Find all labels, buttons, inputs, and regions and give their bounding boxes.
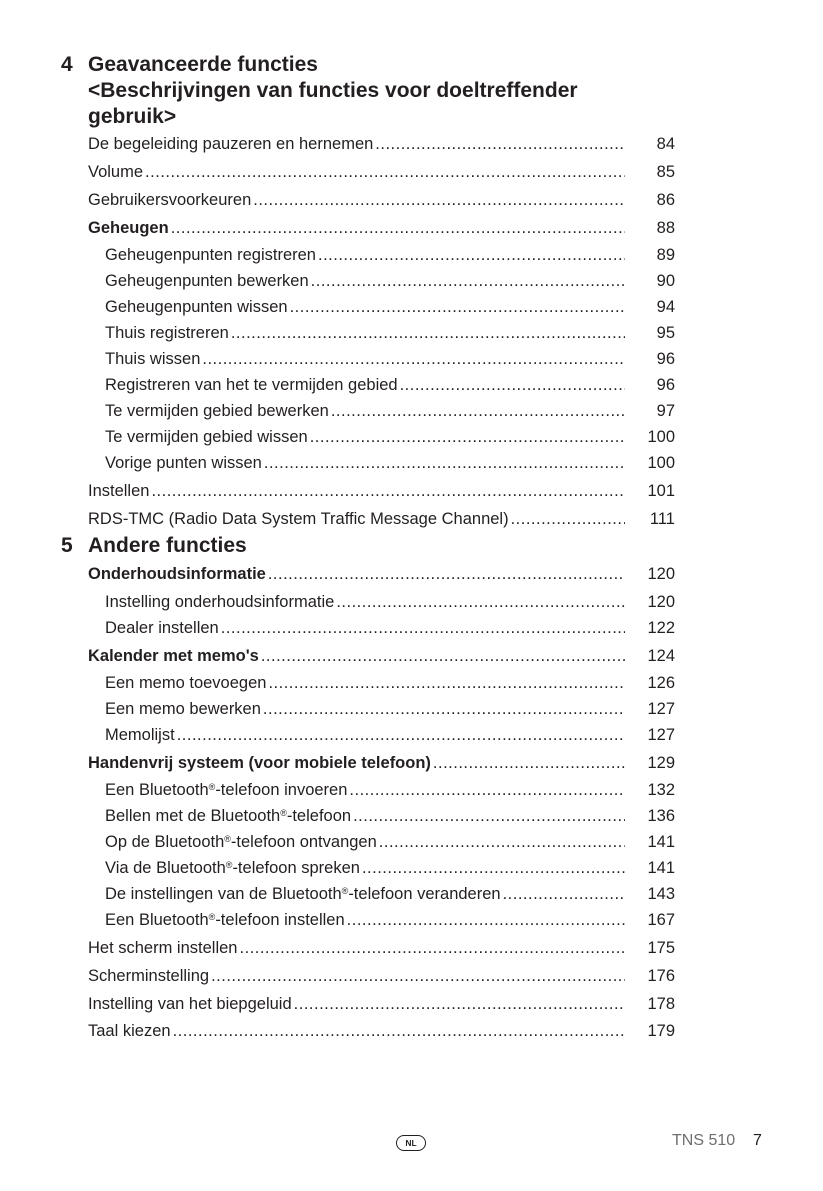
toc-entry-label-wrap: [88, 752, 625, 774]
dot-leader: [336, 591, 625, 613]
toc-entry-page: 167: [647, 911, 675, 929]
registered-mark: ®: [280, 808, 287, 818]
dot-leader: [231, 322, 625, 344]
toc-entry[interactable]: [0, 993, 823, 1015]
toc-entry-label-wrap: [88, 133, 625, 155]
toc-entry-label-wrap: [105, 724, 625, 746]
toc-entry[interactable]: [0, 348, 823, 370]
toc-entry-label: Via de Bluetooth®-telefoon spreken: [105, 859, 360, 877]
chapter-title: <Beschrijvingen van functies voor doeltreffender: [88, 79, 578, 102]
toc-entry-label: Te vermijden gebied bewerken: [105, 402, 329, 420]
toc-entry[interactable]: [0, 645, 823, 667]
toc-entry-page: 120: [647, 565, 675, 583]
toc-entry-page: 96: [656, 350, 675, 368]
toc-entry-label: Registreren van het te vermijden gebied: [105, 376, 398, 394]
toc-entry[interactable]: [0, 217, 823, 239]
toc-entry-label: Memolijst: [105, 726, 175, 744]
toc-entry[interactable]: [0, 452, 823, 474]
toc-entry[interactable]: [0, 752, 823, 774]
toc-entry-label-wrap: [105, 374, 625, 396]
toc-entry-page: 85: [656, 163, 675, 181]
page-number: 7: [753, 1132, 762, 1149]
dot-leader: [433, 752, 625, 774]
toc-entry-page: 178: [647, 995, 675, 1013]
toc-entry-label-wrap: [105, 591, 625, 613]
toc-entry-page: 94: [656, 298, 675, 316]
toc-entry-page: 124: [647, 647, 675, 665]
toc-entry-page: 95: [656, 324, 675, 342]
dot-leader: [347, 909, 625, 931]
toc-entry-page: 176: [647, 967, 675, 985]
toc-entry[interactable]: [0, 1020, 823, 1042]
toc-entry-page: 132: [647, 781, 675, 799]
toc-entry-label-wrap: [105, 426, 625, 448]
toc-entry-label: Het scherm instellen: [88, 939, 238, 957]
toc-entry-label: Gebruikersvoorkeuren: [88, 191, 252, 209]
chapter-title: Geavanceerde functies: [88, 53, 318, 76]
toc-entry-label-wrap: [88, 480, 625, 502]
toc-entry-page: 100: [647, 454, 675, 472]
toc-entry-label-wrap: [105, 244, 625, 266]
dot-leader: [349, 779, 625, 801]
toc-entry-page: 101: [647, 482, 675, 500]
dot-leader: [511, 508, 625, 530]
registered-mark: ®: [225, 860, 233, 870]
toc-entry-label-wrap: [105, 270, 625, 292]
toc-entry-label: Onderhoudsinformatie: [88, 565, 266, 583]
dot-leader: [310, 426, 625, 448]
toc-entry-label-wrap: [88, 217, 625, 239]
toc-entry-page: 97: [656, 402, 675, 420]
dot-leader: [311, 270, 625, 292]
toc-entry-label-wrap: [88, 161, 625, 183]
toc-entry-label-wrap: [88, 937, 625, 959]
language-badge: NL: [396, 1135, 426, 1151]
toc-entry-page: 127: [647, 700, 675, 718]
toc-entry-label-wrap: [88, 508, 625, 530]
toc-entry-label: Kalender met memo's: [88, 647, 259, 665]
toc-entry-label: Handenvrij systeem (voor mobiele telefoon): [88, 754, 431, 772]
dot-leader: [173, 1020, 625, 1042]
toc-entry-label: De instellingen van de Bluetooth®-telefoon veranderen: [105, 885, 501, 903]
toc-entry[interactable]: [0, 563, 823, 585]
toc-entry-label-wrap: [88, 965, 625, 987]
toc-entry-page: 179: [647, 1022, 675, 1040]
toc-entry-label: Instelling onderhoudsinformatie: [105, 593, 335, 611]
toc-entry-label: Een memo toevoegen: [105, 674, 267, 692]
toc-entry-page: 88: [656, 219, 675, 237]
dot-leader: [379, 831, 625, 853]
toc-entry-page: 120: [647, 593, 675, 611]
toc-entry[interactable]: [0, 133, 823, 155]
dot-leader: [211, 965, 625, 987]
toc-entry[interactable]: [0, 189, 823, 211]
dot-leader: [151, 480, 625, 502]
toc-entry-label: Geheugenpunten registreren: [105, 246, 316, 264]
dot-leader: [503, 883, 625, 905]
toc-entry-page: 89: [656, 246, 675, 264]
toc-entry[interactable]: [0, 857, 823, 879]
toc-entry-label: Dealer instellen: [105, 619, 219, 637]
toc-entry-label: Geheugenpunten bewerken: [105, 272, 309, 290]
dot-leader: [221, 617, 625, 639]
toc-entry[interactable]: [0, 831, 823, 853]
toc-entry-label: Te vermijden gebied wissen: [105, 428, 308, 446]
toc-entry[interactable]: [0, 965, 823, 987]
toc-entry-label: Een memo bewerken: [105, 700, 261, 718]
toc-entry-label: Thuis wissen: [105, 350, 201, 368]
toc-entry[interactable]: [0, 779, 823, 801]
toc-entry-label-wrap: [105, 322, 625, 344]
toc-entry[interactable]: [0, 672, 823, 694]
toc-entry-label: Bellen met de Bluetooth®-telefoon: [105, 807, 352, 825]
registered-mark: ®: [224, 834, 231, 844]
dot-leader: [290, 296, 625, 318]
toc-entry-label: Op de Bluetooth®-telefoon ontvangen: [105, 833, 377, 851]
dot-leader: [353, 805, 625, 827]
toc-entry-label: Geheugen: [88, 219, 169, 237]
toc-entry[interactable]: [0, 883, 823, 905]
toc-entry-label-wrap: [88, 1020, 625, 1042]
toc-entry[interactable]: [0, 480, 823, 502]
toc-entry-label: Vorige punten wissen: [105, 454, 262, 472]
toc-entry[interactable]: [0, 591, 823, 613]
toc-entry-label-wrap: [88, 563, 625, 585]
dot-leader: [375, 133, 625, 155]
toc-entry-label-wrap: [105, 857, 625, 879]
chapter-number: 5: [61, 534, 73, 557]
dot-leader: [400, 374, 625, 396]
dot-leader: [177, 724, 625, 746]
toc-entry-page: 141: [647, 833, 675, 851]
toc-entry-page: 126: [647, 674, 675, 692]
toc-entry-page: 84: [656, 135, 675, 153]
toc-entry-page: 129: [647, 754, 675, 772]
toc-entry[interactable]: [0, 296, 823, 318]
toc-entry[interactable]: [0, 909, 823, 931]
toc-entry-page: 111: [649, 510, 675, 528]
toc-entry-label: Een Bluetooth®-telefoon invoeren: [105, 781, 348, 799]
toc-entry[interactable]: [0, 724, 823, 746]
registered-mark: ®: [208, 782, 216, 792]
toc-entry-label-wrap: [88, 189, 625, 211]
toc-entry[interactable]: [0, 374, 823, 396]
toc-entry[interactable]: [0, 698, 823, 720]
toc-entry-label: RDS-TMC (Radio Data System Traffic Message Channel): [88, 510, 509, 528]
toc-entry-label: Thuis registreren: [105, 324, 229, 342]
toc-entry-label-wrap: [105, 452, 625, 474]
toc-entry-label: De begeleiding pauzeren en hernemen: [88, 135, 374, 153]
dot-leader: [263, 698, 625, 720]
dot-leader: [264, 452, 625, 474]
toc-entry[interactable]: [0, 805, 823, 827]
dot-leader: [294, 993, 625, 1015]
toc-entry-page: 90: [656, 272, 675, 290]
chapter-title: gebruik>: [88, 105, 177, 128]
toc-entry-label-wrap: [105, 617, 625, 639]
toc-entry[interactable]: [0, 244, 823, 266]
toc-entry-label: Een Bluetooth®-telefoon instellen: [105, 911, 345, 929]
dot-leader: [268, 672, 625, 694]
registered-mark: ®: [208, 912, 216, 922]
dot-leader: [362, 857, 625, 879]
dot-leader: [239, 937, 625, 959]
dot-leader: [261, 645, 625, 667]
toc-entry-label-wrap: [105, 909, 625, 931]
toc-entry-label-wrap: [105, 831, 625, 853]
toc-entry-page: 175: [647, 939, 675, 957]
toc-entry-page: 122: [647, 619, 675, 637]
dot-leader: [145, 161, 625, 183]
toc-entry[interactable]: [0, 161, 823, 183]
toc-entry[interactable]: [0, 937, 823, 959]
model-name: TNS 510: [672, 1132, 736, 1149]
registered-mark: ®: [341, 886, 349, 896]
dot-leader: [202, 348, 625, 370]
toc-entry[interactable]: [0, 322, 823, 344]
toc-entry-label: Instellen: [88, 482, 150, 500]
toc-entry[interactable]: [0, 617, 823, 639]
toc-entry-label-wrap: [105, 348, 625, 370]
dot-leader: [318, 244, 625, 266]
toc-entry[interactable]: [0, 400, 823, 422]
toc-entry-page: 136: [647, 807, 675, 825]
chapter-title: Andere functies: [88, 534, 247, 557]
toc-entry[interactable]: [0, 426, 823, 448]
toc-entry[interactable]: [0, 508, 823, 530]
toc-entry-label: Taal kiezen: [88, 1022, 171, 1040]
toc-entry-page: 141: [647, 859, 675, 877]
toc-entry[interactable]: [0, 270, 823, 292]
toc-entry-label-wrap: [105, 296, 625, 318]
toc-entry-label: Volume: [88, 163, 144, 181]
dot-leader: [331, 400, 625, 422]
toc-entry-label-wrap: [105, 883, 625, 905]
dot-leader: [268, 563, 625, 585]
toc-entry-label: Instelling van het biepgeluid: [88, 995, 292, 1013]
toc-entry-label-wrap: [105, 698, 625, 720]
toc-entry-label-wrap: [105, 805, 625, 827]
chapter-number: 4: [61, 53, 73, 76]
toc-entry-page: 96: [656, 376, 675, 394]
dot-leader: [253, 189, 625, 211]
toc-entry-page: 100: [647, 428, 675, 446]
toc-entry-label-wrap: [105, 779, 625, 801]
toc-entry-label: Scherminstelling: [88, 967, 210, 985]
toc-entry-label-wrap: [88, 645, 625, 667]
toc-entry-label: Geheugenpunten wissen: [105, 298, 288, 316]
toc-entry-label-wrap: [88, 993, 625, 1015]
toc-entry-page: 143: [647, 885, 675, 903]
toc-entry-label-wrap: [105, 400, 625, 422]
toc-entry-page: 86: [656, 191, 675, 209]
toc-entry-page: 127: [647, 726, 675, 744]
toc-entry-label-wrap: [105, 672, 625, 694]
dot-leader: [171, 217, 625, 239]
